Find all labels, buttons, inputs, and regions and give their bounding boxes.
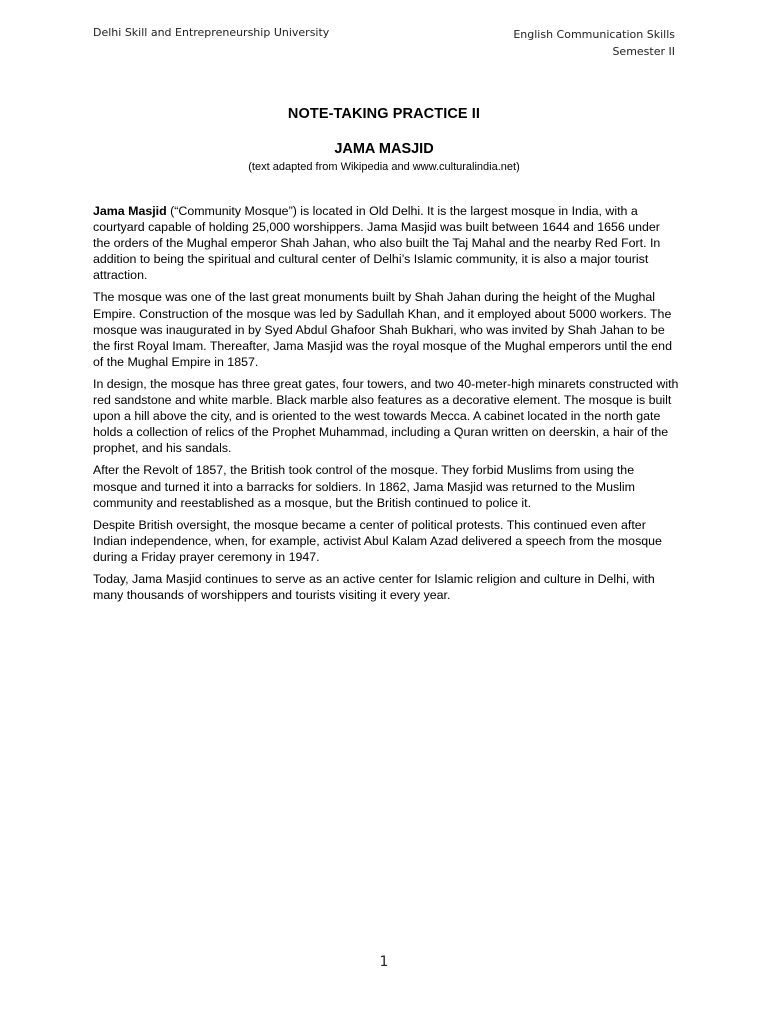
- paragraph-4: After the Revolt of 1857, the British took control of the mosque. They forbid Muslims from using the mosque and turned it into a barracks for soldiers. In 1862, Jama Masjid was returned to the Muslim community and reestablished as a mosque, but the British continued to police it.: [93, 463, 636, 510]
- header-university-name: Delhi Skill and Entrepreneurship University: [93, 26, 330, 39]
- paragraph-text: (“Community Mosque”) is located in Old Delhi. It is the largest mosque in India, with a courtyard capable of holding 25,000 worshippers. Jama Masjid was built between 1644 and 1656 under the orders of the Mughal emperor Shah Jahan, who also built the Taj Mahal and the nearby Red Fort. In addition to being the spiritual and cultural center of Delhi’s Islamic community, it is also a major tourist attraction.: [93, 204, 661, 283]
- paragraph-1: [93, 203, 679, 283]
- document-title: NOTE-TAKING PRACTICE II: [287, 106, 481, 122]
- page-number: 1: [379, 954, 389, 970]
- paragraph-5: Despite British oversight, the mosque became a center of political protests. This continued even after Indian independence, when, for example, activist Abul Kalam Azad delivered a speech from the mosque during a Friday prayer ceremony in 1947.: [93, 517, 662, 564]
- document-body: [93, 203, 679, 609]
- paragraph-2: The mosque was one of the last great monuments built by Shah Jahan during the height of the Mughal Empire. Construction of the mosque was led by Sadullah Khan, and it employed about 5000 workers. The mosque was inaugurated in by Syed Abdul Ghafoor Shah Bukhari, who was invited by Shah Jahan to be the first Royal Imam. Thereafter, Jama Masjid was the royal mosque of the Mughal emperors until the end of the Mughal Empire in 1857.: [93, 290, 672, 369]
- paragraph-6: Today, Jama Masjid continues to serve as an active center for Islamic religion and culture in Delhi, with many thousands of worshippers and tourists visiting it every year.: [93, 571, 655, 603]
- document-source-note: (text adapted from Wikipedia and www.culturalindia.net): [248, 161, 520, 173]
- paragraph-lead-term: Jama Masjid: [93, 204, 167, 218]
- header-course-info: [513, 26, 675, 60]
- header-semester: Semester II: [612, 45, 675, 58]
- paragraph-3: In design, the mosque has three great gates, four towers, and two 40-meter-high minarets constructed with red sandstone and white marble. Black marble also features as a decorative element. The mosque is built upon a hill above the city, and is oriented to the west towards Mecca. A cabinet located in the north gate holds a collection of relics of the Prophet Muhammad, including a Quran written on deerskin, a hair of the prophet, and his sandals.: [93, 376, 679, 456]
- document-subtitle: JAMA MASJID: [334, 141, 434, 157]
- header-course-name: English Communication Skills: [513, 28, 675, 41]
